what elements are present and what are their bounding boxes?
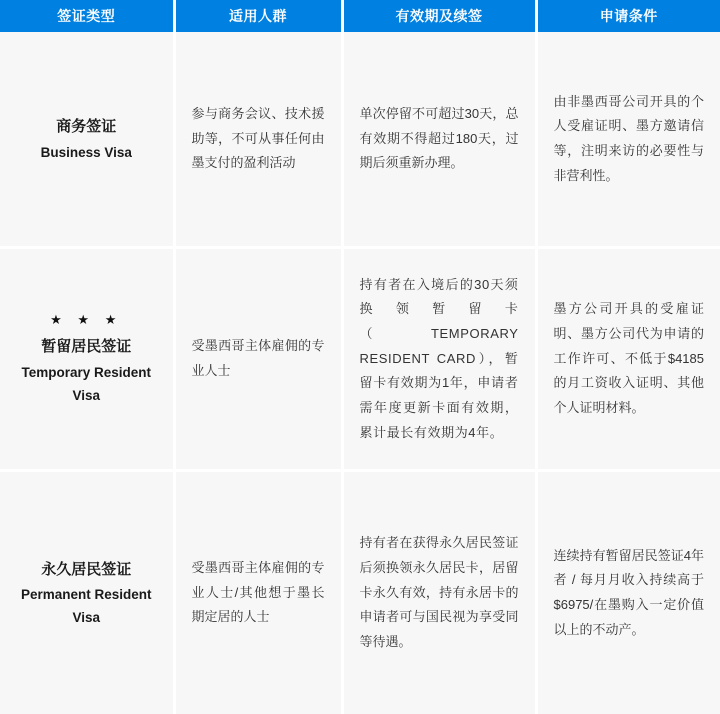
audience-cell: 受墨西哥主体雇佣的专业人士 [174, 248, 342, 471]
column-header-requirements: 申请条件 [536, 0, 720, 32]
table-header [0, 0, 720, 32]
table-row [0, 248, 720, 471]
column-header-audience: 适用人群 [174, 0, 342, 32]
column-header-visa-type: 签证类型 [0, 0, 174, 32]
table-row [0, 471, 720, 714]
requirements-cell: 墨方公司开具的受雇证明、墨方公司代为申请的工作许可、不低于$4185的月工资收入证明、其他个人证明材料。 [536, 248, 720, 471]
visa-type-cell [0, 32, 174, 248]
star-rating-icon: ★ ★ ★ [8, 310, 165, 331]
validity-cell: 持有者在入境后的30天须换领暂留卡（TEMPORARY RESIDENT CARD），暂留卡有效期为1年，申请者需年度更新卡面有效期，累计最长有效期为4年。 [342, 248, 536, 471]
table-body [0, 32, 720, 714]
visa-type-label-cn: 商务签证 [8, 113, 165, 142]
visa-type-cell [0, 471, 174, 714]
validity-cell: 单次停留不可超过30天，总有效期不得超过180天，过期后须重新办理。 [342, 32, 536, 248]
visa-type-cell [0, 248, 174, 471]
audience-cell: 受墨西哥主体雇佣的专业人士/其他想于墨长期定居的人士 [174, 471, 342, 714]
validity-cell: 持有者在获得永久居民签证后须换领永久居民卡，居留卡永久有效，持有永居卡的申请者可与国民视为享受同等待遇。 [342, 471, 536, 714]
audience-cell: 参与商务会议、技术援助等，不可从事任何由墨支付的盈利活动 [174, 32, 342, 248]
visa-type-label-en: Business Visa [8, 142, 165, 165]
visa-type-label-en: Permanent Resident Visa [8, 584, 165, 630]
table-row [0, 32, 720, 248]
requirements-cell: 连续持有暂留居民签证4年者 / 每月月收入持续高于$6975/在墨购入一定价值以上的不动产。 [536, 471, 720, 714]
visa-type-label-cn: 永久居民签证 [8, 556, 165, 585]
visa-type-label-en: Temporary Resident Visa [8, 362, 165, 408]
column-header-validity: 有效期及续签 [342, 0, 536, 32]
requirements-cell: 由非墨西哥公司开具的个人受雇证明、墨方邀请信等，注明来访的必要性与非营利性。 [536, 32, 720, 248]
table-header-row [0, 0, 720, 32]
visa-type-label-cn: 暂留居民签证 [8, 333, 165, 362]
